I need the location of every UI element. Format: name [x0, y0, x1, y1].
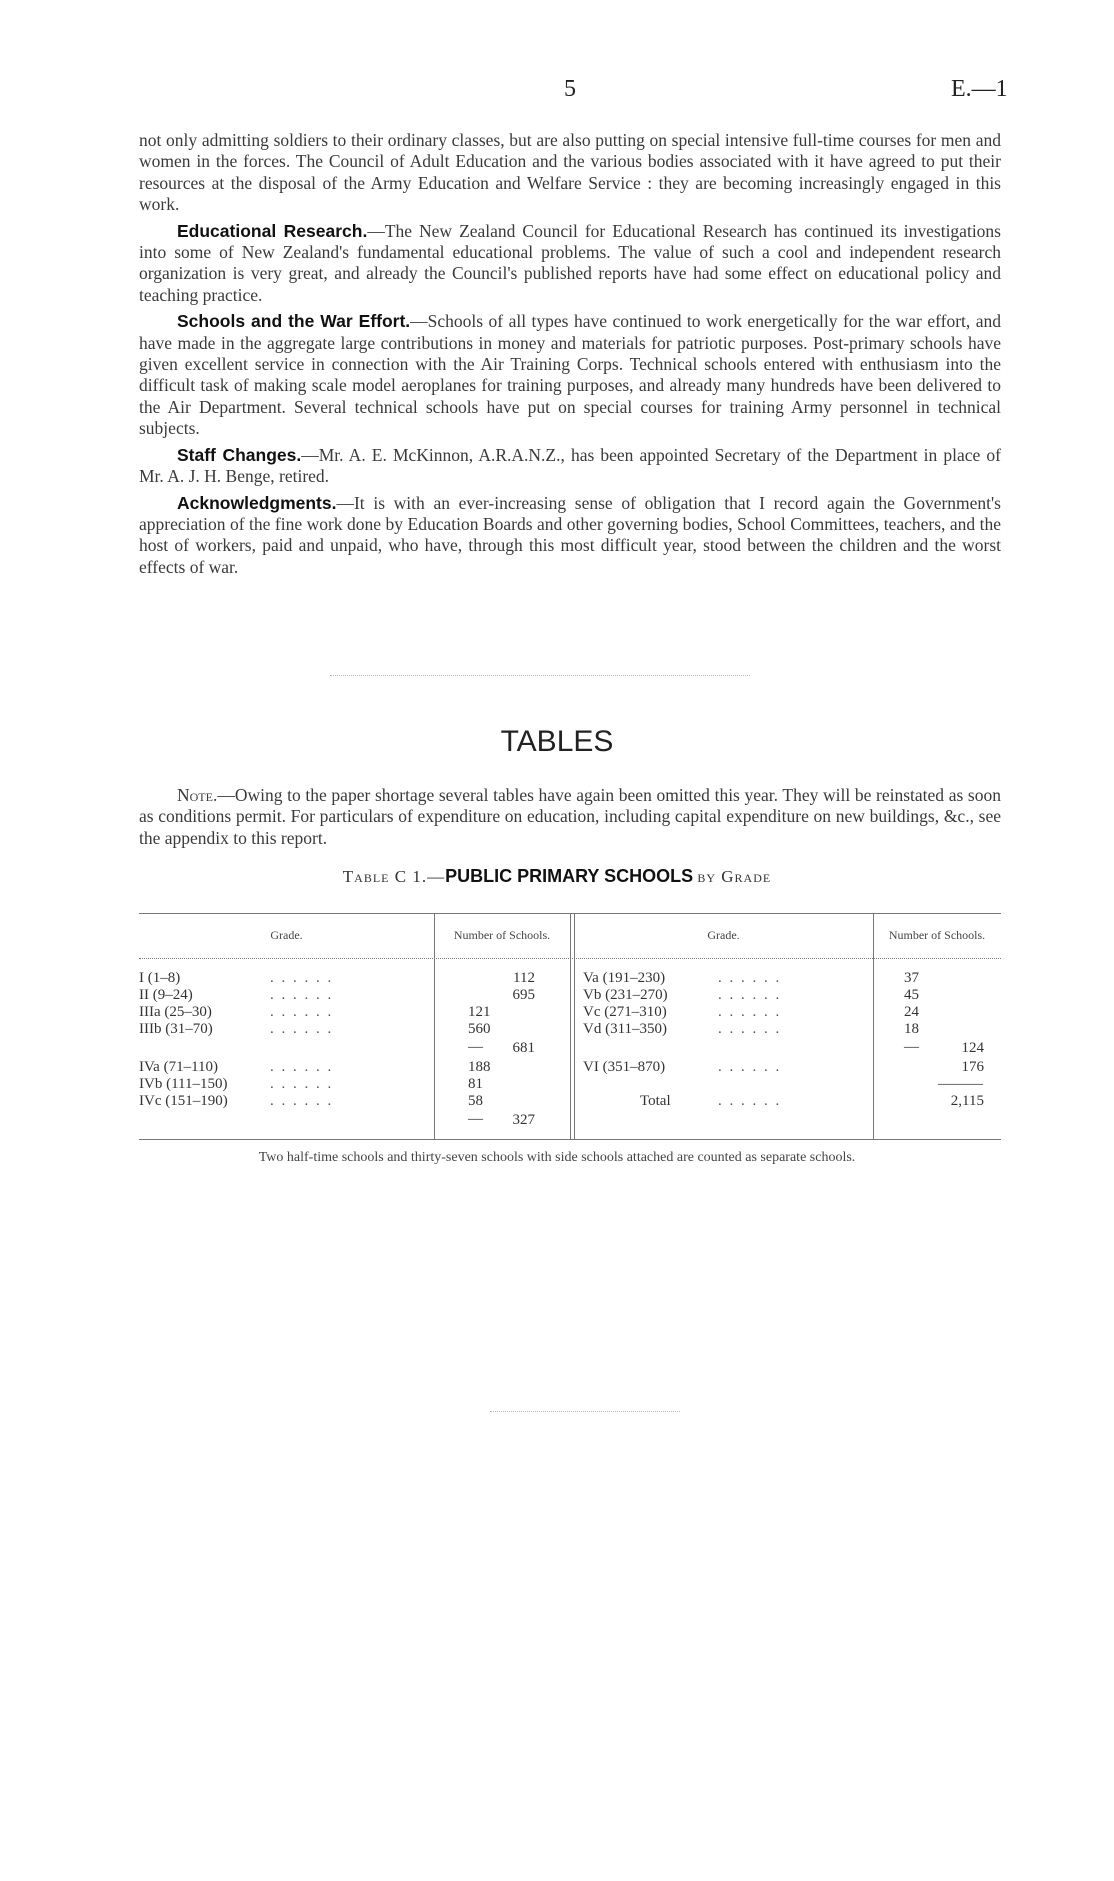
grade-subcount: 24 [904, 1004, 919, 1020]
leader-dots: . . . . . . [718, 1059, 782, 1075]
column-header-number: Number of Schools. [888, 928, 986, 942]
grade-subcount: 188 [468, 1059, 491, 1075]
leader-dots: . . . . . . [718, 1021, 782, 1037]
grand-total: 2,115 [950, 1093, 984, 1109]
column-divider [434, 913, 435, 1139]
grade-subcount: 121 [468, 1004, 491, 1020]
grade-total: 681 [512, 1040, 535, 1056]
grade-total: 695 [512, 987, 535, 1003]
grade-subcount: 560 [468, 1021, 491, 1037]
paragraph-adult-education [139, 130, 1001, 216]
grade-label: Vd (311–350) [583, 1021, 668, 1037]
paragraph-staff-changes [139, 445, 1001, 488]
tables-title: TABLES [500, 725, 614, 758]
grade-total: 112 [513, 970, 535, 986]
grade-total: 124 [961, 1040, 984, 1056]
paragraph-heading: Acknowledgments. [177, 492, 337, 513]
table-footnote: Two half-time schools and thirty-seven schools with side schools attached are counted as separate schools. [258, 1150, 856, 1165]
column-divider [873, 913, 874, 1139]
table-caption-main: PUBLIC PRIMARY SCHOOLS [445, 866, 694, 886]
grade-label: IVc (151–190) [139, 1093, 228, 1109]
table-caption-suffix: by Grade [697, 867, 772, 886]
grade-subcount: 45 [904, 987, 919, 1003]
subtotal-dash: — [904, 1039, 919, 1055]
leader-dots: . . . . . . [270, 1004, 334, 1020]
grade-subcount: 81 [468, 1076, 483, 1092]
paragraph-heading: Schools and the War Effort. [177, 311, 411, 332]
grade-total: 176 [961, 1059, 984, 1075]
leader-dots: . . . . . . [718, 1093, 782, 1109]
column-header-number: Number of Schools. [453, 928, 551, 942]
leader-dots: . . . . . . [718, 987, 782, 1003]
note-paragraph [139, 785, 1001, 854]
leader-dots: . . . . . . [270, 1021, 334, 1037]
grade-label: IIIb (31–70) [139, 1021, 213, 1037]
paragraph-text: —It is with an ever-increasing sense of obligation that I record again the Government's appreciation of the fine work done by Education Boards and other governing bodies, School Committees, teachers, and the host of workers, paid and unpaid, who have, through this most difficult year, stood between the children and the worst effects of war. [139, 492, 1001, 577]
grade-label: IIIa (25–30) [139, 1004, 212, 1020]
faint-divider [330, 675, 750, 676]
paragraph-war-effort [139, 311, 1001, 439]
grade-label: Total [640, 1093, 671, 1109]
grade-label: Vc (271–310) [583, 1004, 667, 1020]
column-divider [570, 913, 571, 1139]
column-header-grade: Grade. [707, 928, 740, 942]
leader-dots: . . . . . . [270, 1076, 334, 1092]
grade-label: Vb (231–270) [583, 987, 668, 1003]
page-number: 5 [564, 76, 576, 102]
leader-dots: . . . . . . [718, 970, 782, 986]
document-reference: E.—1 [951, 76, 1008, 102]
table-caption-prefix: Table C 1.— [342, 867, 446, 886]
grade-subcount: 58 [468, 1093, 483, 1109]
leader-dots: . . . . . . [270, 1059, 334, 1075]
grade-label: Va (191–230) [583, 970, 666, 986]
paragraph-heading: Educational Research. [177, 220, 368, 241]
subtotal-dash: — [468, 1039, 483, 1055]
table-caption [0, 866, 1114, 887]
paragraph-educational-research [139, 221, 1001, 307]
note-label: Note. [177, 785, 218, 805]
paragraph-heading: Staff Changes. [177, 444, 302, 465]
column-header-grade: Grade. [270, 928, 303, 942]
paragraph-acknowledgments [139, 493, 1001, 579]
grade-total: 327 [512, 1112, 535, 1128]
subtotal-dash: — [468, 1111, 483, 1127]
grade-label: I (1–8) [139, 970, 181, 986]
paragraph-text: —The New Zealand Council for Educational Research has continued its investigations into some of New Zealand's fundamental educational problems. The value of such a cool and independent research organization is very great, and already the Council's published reports have had some effect on educational policy and teaching practice. [139, 220, 1001, 305]
leader-dots: . . . . . . [270, 987, 334, 1003]
paragraph-text: —Mr. A. E. McKinnon, A.R.A.N.Z., has been appointed Secretary of the Department in place of Mr. A. J. H. Benge, retired. [139, 444, 1001, 487]
total-rule: ——— [938, 1076, 983, 1092]
column-divider [574, 913, 575, 1139]
grade-label: IVb (111–150) [139, 1076, 228, 1092]
grade-label: IVa (71–110) [139, 1059, 219, 1075]
faint-divider [490, 1411, 680, 1412]
leader-dots: . . . . . . [270, 1093, 334, 1109]
grade-label: VI (351–870) [583, 1059, 666, 1075]
note-text: —Owing to the paper shortage several tables have again been omitted this year. They will be reinstated as soon as conditions permit. For particulars of expenditure on education, including capital expenditure on new buildings, &c., see the appendix to this report. [139, 785, 1001, 848]
grade-subcount: 37 [904, 970, 919, 986]
paragraph-text: not only admitting soldiers to their ordinary classes, but are also putting on special intensive full-time courses for men and women in the forces. The Council of Adult Education and the various bodies associated with it have agreed to put their resources at the disposal of the Army Education and Welfare Service : they are becoming increasingly engaged in this work. [139, 130, 1001, 215]
grade-subcount: 18 [904, 1021, 919, 1037]
table-bottom-rule [139, 1139, 1001, 1140]
grade-label: II (9–24) [139, 987, 193, 1003]
body-text [139, 130, 1001, 583]
paragraph-text: —Schools of all types have continued to work energetically for the war effort, and have made in the aggregate large contributions in money and materials for patriotic purposes. Post-primary schools have given excellent service in connection with the Air Training Corps. Technical schools entered with enthusiasm into the difficult task of making scale model aeroplanes for training purposes, and already many hundreds have been delivered to the Air Department. Several technical schools have put on special courses for training Army personnel in technical subjects. [139, 311, 1001, 439]
leader-dots: . . . . . . [718, 1004, 782, 1020]
leader-dots: . . . . . . [270, 970, 334, 986]
